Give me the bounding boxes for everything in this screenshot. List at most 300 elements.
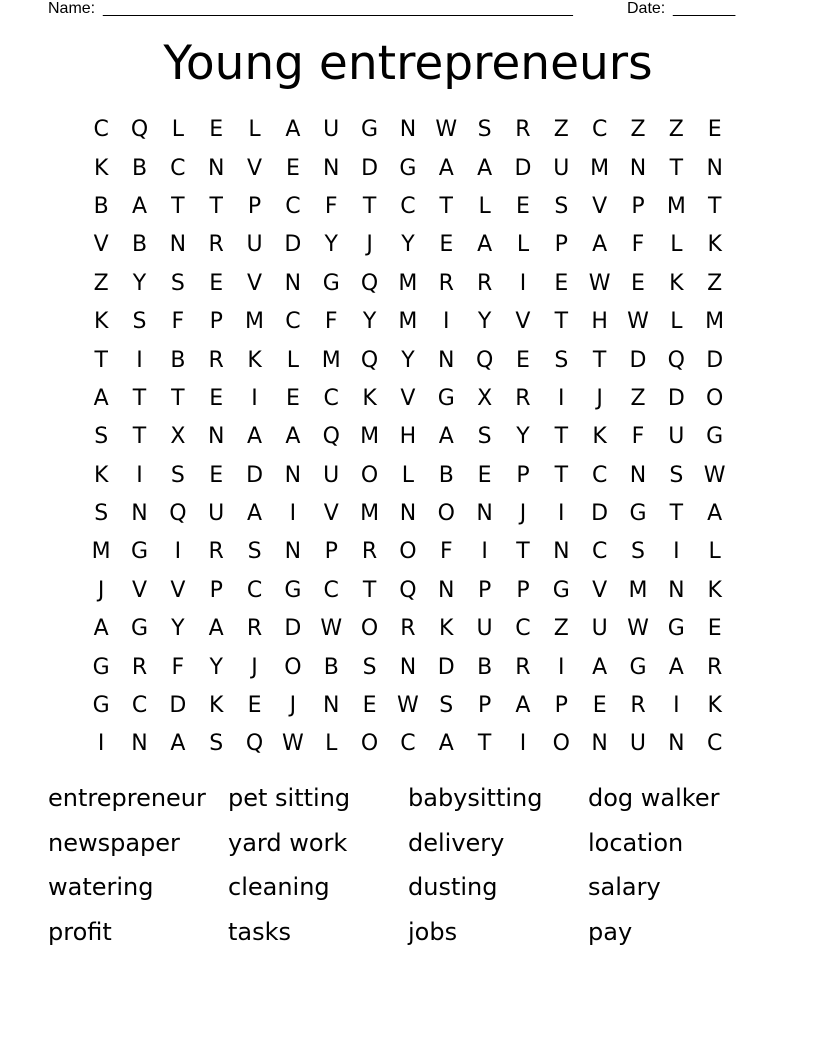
date-label: Date:: [627, 0, 666, 17]
grid-letter: Q: [245, 731, 264, 757]
grid-letter: W: [435, 117, 458, 143]
grid-row: [82, 226, 734, 264]
page-title: Young entrepreneurs: [163, 36, 653, 91]
grid-letter: L: [325, 731, 338, 757]
grid-letter: B: [131, 155, 148, 181]
grid-letter: S: [94, 501, 109, 527]
grid-letter: S: [247, 539, 262, 565]
grid-letter: U: [208, 501, 225, 527]
grid-letter: J: [596, 385, 603, 411]
grid-letter: L: [286, 347, 300, 373]
grid-letter: Q: [322, 424, 340, 450]
grid-letter: N: [591, 731, 608, 757]
grid-letter: J: [519, 501, 527, 527]
grid-row: [82, 457, 734, 495]
grid-letter: N: [323, 693, 340, 719]
grid-letter: A: [438, 155, 454, 181]
grid-letter: M: [666, 193, 686, 219]
grid-letter: D: [591, 501, 609, 527]
grid-letter: V: [400, 385, 416, 411]
grid-row: [82, 495, 734, 533]
grid-letter: S: [439, 693, 454, 719]
word-bank-row: [48, 776, 768, 821]
word-bank-item: pet sitting: [228, 784, 351, 813]
word-bank-item: entrepreneur: [48, 784, 206, 813]
grid-letter: C: [246, 577, 263, 603]
name-label: Name:: [48, 0, 96, 17]
grid-letter: J: [97, 577, 105, 603]
grid-row: [82, 610, 734, 648]
grid-letter: F: [171, 309, 185, 335]
grid-letter: V: [323, 501, 339, 527]
grid-letter: T: [477, 731, 492, 757]
grid-letter: O: [284, 654, 302, 680]
grid-letter: N: [476, 501, 493, 527]
grid-row: [82, 380, 734, 418]
grid-letter: A: [247, 424, 263, 450]
grid-letter: N: [399, 654, 417, 680]
grid-letter: N: [399, 117, 417, 143]
word-bank-item: babysitting: [408, 784, 543, 813]
grid-letter: V: [247, 155, 263, 181]
grid-letter: M: [398, 270, 418, 296]
grid-letter: N: [629, 155, 647, 181]
grid-letter: U: [553, 155, 570, 181]
grid-letter: M: [590, 155, 610, 181]
grid-letter: I: [519, 270, 527, 296]
grid-letter: E: [209, 462, 224, 488]
grid-letter: R: [707, 654, 723, 680]
grid-letter: Q: [130, 117, 149, 143]
grid-letter: D: [361, 155, 379, 181]
grid-letter: F: [171, 654, 185, 680]
grid-letter: W: [627, 309, 649, 335]
grid-letter: N: [629, 462, 647, 488]
grid-letter: E: [285, 155, 300, 181]
grid-letter: N: [207, 155, 225, 181]
grid-letter: V: [592, 577, 608, 603]
grid-letter: D: [284, 616, 302, 642]
grid-letter: G: [629, 654, 647, 680]
grid-letter: N: [438, 347, 455, 373]
grid-letter: S: [170, 270, 185, 296]
grid-letter: P: [209, 577, 223, 603]
grid-letter: S: [554, 347, 569, 373]
grid-letter: Z: [553, 616, 569, 642]
grid-letter: E: [554, 270, 569, 296]
word-bank-item: watering: [48, 873, 154, 902]
grid-letter: G: [92, 693, 110, 719]
grid-letter: O: [360, 462, 379, 488]
grid-letter: B: [323, 654, 339, 680]
grid-letter: I: [97, 731, 105, 757]
grid-letter: O: [360, 731, 379, 757]
grid-letter: L: [670, 232, 683, 258]
grid-letter: G: [322, 270, 340, 296]
grid-letter: E: [516, 347, 530, 373]
grid-letter: C: [515, 616, 531, 642]
grid-letter: F: [324, 309, 338, 335]
grid-letter: A: [592, 232, 608, 258]
grid-letter: O: [399, 539, 417, 565]
word-bank-item: jobs: [408, 917, 458, 946]
word-bank-item: dog walker: [588, 784, 720, 813]
grid-letter: I: [481, 539, 488, 565]
grid-letter: E: [516, 193, 530, 219]
word-bank-row: [48, 865, 768, 910]
grid-letter: A: [93, 385, 109, 411]
grid-letter: S: [554, 193, 569, 219]
grid-letter: W: [588, 270, 611, 296]
grid-letter: G: [667, 616, 685, 642]
grid-letter: X: [477, 385, 493, 411]
grid-letter: A: [170, 731, 186, 757]
grid-letter: U: [246, 232, 263, 258]
grid-letter: I: [558, 501, 565, 527]
grid-letter: E: [707, 616, 722, 642]
grid-letter: L: [171, 117, 184, 143]
grid-letter: I: [136, 462, 143, 488]
grid-letter: A: [285, 117, 301, 143]
grid-letter: F: [324, 193, 338, 219]
word-bank-item: dusting: [408, 873, 498, 902]
grid-letter: D: [667, 385, 685, 411]
grid-letter: O: [552, 731, 570, 757]
grid-row: [82, 687, 734, 725]
grid-letter: K: [707, 577, 722, 603]
grid-letter: T: [707, 193, 722, 219]
grid-letter: Y: [209, 654, 223, 680]
grid-letter: R: [515, 117, 531, 143]
grid-letter: R: [208, 539, 224, 565]
grid-letter: Y: [401, 232, 415, 258]
word-bank-row: [48, 821, 768, 866]
grid-letter: S: [477, 117, 492, 143]
grid-letter: Y: [477, 309, 492, 335]
grid-letter: I: [519, 731, 527, 757]
grid-letter: B: [477, 654, 493, 680]
grid-letter: N: [706, 155, 723, 181]
grid-letter: N: [668, 731, 685, 757]
grid-letter: E: [209, 385, 224, 411]
grid-letter: P: [631, 193, 645, 219]
grid-letter: T: [439, 193, 453, 219]
grid-letter: A: [93, 616, 109, 642]
grid-letter: E: [707, 117, 722, 143]
grid-letter: R: [361, 539, 378, 565]
grid-letter: O: [437, 501, 455, 527]
grid-letter: J: [366, 232, 373, 258]
grid-letter: V: [131, 577, 148, 603]
date-field-line: _______: [673, 0, 736, 17]
grid-letter: K: [208, 693, 224, 719]
grid-letter: I: [136, 347, 143, 373]
grid-letter: C: [591, 462, 608, 488]
grid-letter: T: [554, 462, 569, 488]
grid-letter: D: [169, 693, 187, 719]
grid-letter: G: [706, 424, 724, 450]
grid-letter: P: [477, 693, 492, 719]
word-bank-item: yard work: [228, 828, 348, 857]
grid-letter: C: [400, 731, 416, 757]
word-bank: [48, 776, 768, 954]
grid-letter: C: [706, 731, 723, 757]
grid-letter: W: [703, 462, 726, 488]
grid-letter: Q: [667, 347, 685, 373]
grid-letter: N: [438, 577, 455, 603]
grid-letter: E: [439, 232, 454, 258]
grid-letter: Q: [360, 347, 379, 373]
grid-letter: Q: [399, 577, 417, 603]
grid-letter: I: [251, 385, 258, 411]
grid-letter: T: [171, 385, 185, 411]
grid-letter: L: [708, 539, 721, 565]
grid-letter: A: [208, 616, 224, 642]
grid-letter: T: [516, 539, 530, 565]
grid-letter: D: [514, 155, 532, 181]
grid-letter: N: [169, 232, 187, 258]
grid-letter: T: [592, 347, 607, 373]
grid-letter: H: [591, 309, 608, 335]
grid-letter: K: [669, 270, 684, 296]
word-bank-item: delivery: [408, 828, 505, 857]
grid-letter: S: [477, 424, 492, 450]
grid-letter: C: [323, 577, 339, 603]
grid-letter: R: [476, 270, 493, 296]
grid-letter: U: [591, 616, 608, 642]
grid-letter: D: [629, 347, 647, 373]
grid-letter: A: [668, 654, 684, 680]
grid-letter: P: [209, 309, 223, 335]
grid-letter: V: [592, 193, 608, 219]
grid-letter: L: [401, 462, 415, 488]
grid-row: [82, 265, 734, 303]
grid-letter: K: [707, 232, 722, 258]
grid-letter: N: [399, 501, 417, 527]
grid-letter: S: [132, 309, 147, 335]
grid-letter: T: [554, 424, 569, 450]
grid-letter: E: [477, 462, 492, 488]
grid-letter: P: [516, 462, 530, 488]
grid-letter: W: [282, 731, 304, 757]
grid-letter: E: [285, 385, 300, 411]
grid-letter: K: [362, 385, 377, 411]
grid-letter: I: [443, 309, 450, 335]
grid-letter: Q: [360, 270, 379, 296]
grid-letter: R: [208, 232, 224, 258]
grid-letter: R: [131, 654, 148, 680]
grid-letter: I: [289, 501, 297, 527]
grid-letter: E: [631, 270, 645, 296]
grid-letter: Z: [93, 270, 109, 296]
grid-letter: D: [246, 462, 264, 488]
grid-letter: G: [437, 385, 455, 411]
grid-letter: V: [515, 309, 531, 335]
grid-letter: A: [592, 654, 608, 680]
word-search-grid: [82, 111, 734, 764]
grid-letter: K: [707, 693, 722, 719]
grid-letter: K: [93, 309, 109, 335]
grid-letter: N: [284, 539, 302, 565]
grid-row: [82, 188, 734, 226]
word-bank-item: tasks: [228, 917, 292, 946]
header: [48, 0, 748, 20]
grid-letter: D: [437, 654, 455, 680]
grid-letter: Y: [401, 347, 415, 373]
grid-letter: P: [477, 577, 492, 603]
grid-letter: T: [171, 193, 185, 219]
grid-letter: N: [284, 270, 302, 296]
grid-letter: A: [707, 501, 723, 527]
grid-letter: E: [209, 117, 224, 143]
grid-letter: M: [360, 424, 380, 450]
grid-letter: C: [591, 539, 608, 565]
grid-letter: Z: [707, 270, 723, 296]
grid-letter: G: [130, 616, 149, 642]
word-bank-item: salary: [588, 873, 661, 902]
grid-row: [82, 149, 734, 187]
grid-letter: G: [130, 539, 149, 565]
grid-letter: M: [360, 501, 380, 527]
grid-letter: G: [399, 155, 417, 181]
grid-letter: C: [285, 193, 301, 219]
grid-letter: J: [289, 693, 297, 719]
grid-letter: W: [397, 693, 419, 719]
grid-letter: N: [131, 501, 148, 527]
grid-letter: T: [669, 501, 684, 527]
grid-letter: C: [400, 193, 416, 219]
grid-letter: O: [706, 385, 724, 411]
grid-letter: P: [554, 693, 568, 719]
grid-letter: U: [323, 117, 340, 143]
grid-letter: A: [438, 731, 454, 757]
grid-letter: S: [631, 539, 645, 565]
grid-letter: H: [399, 424, 417, 450]
grid-letter: A: [438, 424, 454, 450]
grid-letter: P: [247, 193, 262, 219]
word-bank-row: [48, 910, 768, 955]
grid-letter: R: [515, 654, 531, 680]
grid-letter: V: [93, 232, 109, 258]
grid-letter: N: [284, 462, 302, 488]
grid-letter: T: [209, 193, 223, 219]
grid-letter: R: [630, 693, 646, 719]
grid-row: [82, 111, 734, 149]
word-bank-item: newspaper: [48, 828, 180, 857]
grid-letter: T: [132, 424, 147, 450]
grid-letter: P: [554, 232, 568, 258]
grid-row: [82, 341, 734, 379]
grid-letter: F: [631, 424, 645, 450]
grid-letter: G: [629, 501, 647, 527]
grid-letter: U: [476, 616, 493, 642]
grid-letter: K: [247, 347, 262, 373]
grid-letter: L: [478, 193, 491, 219]
grid-letter: E: [247, 693, 262, 719]
grid-letter: I: [673, 539, 680, 565]
name-field-line: ______________________________________________________: [103, 0, 573, 17]
grid-letter: P: [516, 577, 530, 603]
grid-letter: M: [628, 577, 648, 603]
grid-letter: U: [323, 462, 340, 488]
grid-letter: X: [170, 424, 186, 450]
grid-letter: D: [284, 232, 302, 258]
grid-letter: Y: [516, 424, 530, 450]
grid-letter: N: [668, 577, 685, 603]
grid-letter: S: [170, 462, 185, 488]
grid-letter: K: [93, 462, 109, 488]
grid-letter: C: [93, 117, 109, 143]
grid-letter: R: [400, 616, 416, 642]
word-bank-item: profit: [48, 917, 112, 946]
grid-letter: T: [362, 193, 377, 219]
grid-letter: M: [91, 539, 111, 565]
grid-letter: Q: [169, 501, 187, 527]
grid-letter: I: [174, 539, 182, 565]
grid-row: [82, 303, 734, 341]
grid-letter: B: [438, 462, 454, 488]
grid-letter: R: [208, 347, 224, 373]
grid-letter: Y: [171, 616, 185, 642]
grid-row: [82, 533, 734, 571]
grid-letter: A: [285, 424, 301, 450]
grid-letter: G: [284, 577, 302, 603]
grid-letter: Q: [475, 347, 494, 373]
grid-letter: K: [439, 616, 454, 642]
grid-letter: G: [92, 654, 110, 680]
grid-letter: I: [673, 693, 680, 719]
grid-letter: M: [245, 309, 265, 335]
grid-letter: Z: [668, 117, 684, 143]
grid-letter: L: [670, 309, 683, 335]
grid-letter: A: [477, 155, 493, 181]
grid-letter: C: [285, 309, 301, 335]
grid-letter: R: [438, 270, 454, 296]
grid-letter: K: [93, 155, 109, 181]
grid-letter: G: [552, 577, 570, 603]
grid-letter: N: [323, 155, 340, 181]
grid-letter: P: [324, 539, 338, 565]
grid-letter: Z: [553, 117, 569, 143]
grid-letter: E: [362, 693, 377, 719]
grid-letter: V: [170, 577, 186, 603]
grid-letter: S: [362, 654, 377, 680]
grid-letter: S: [669, 462, 684, 488]
grid-letter: E: [592, 693, 607, 719]
grid-row: [82, 572, 734, 610]
grid-letter: I: [558, 654, 565, 680]
grid-letter: S: [94, 424, 109, 450]
grid-letter: A: [247, 501, 263, 527]
grid-letter: M: [705, 309, 725, 335]
grid-letter: V: [247, 270, 263, 296]
grid-letter: M: [321, 347, 341, 373]
grid-letter: N: [553, 539, 570, 565]
grid-letter: T: [669, 155, 684, 181]
word-bank-item: location: [588, 828, 684, 857]
grid-letter: K: [592, 424, 607, 450]
grid-letter: Y: [324, 232, 338, 258]
grid-letter: M: [398, 309, 418, 335]
grid-letter: B: [170, 347, 186, 373]
grid-letter: C: [591, 117, 608, 143]
grid-letter: R: [246, 616, 263, 642]
grid-letter: B: [131, 232, 148, 258]
grid-letter: U: [668, 424, 685, 450]
word-bank-item: pay: [588, 917, 633, 946]
grid-letter: W: [627, 616, 649, 642]
grid-letter: C: [170, 155, 186, 181]
